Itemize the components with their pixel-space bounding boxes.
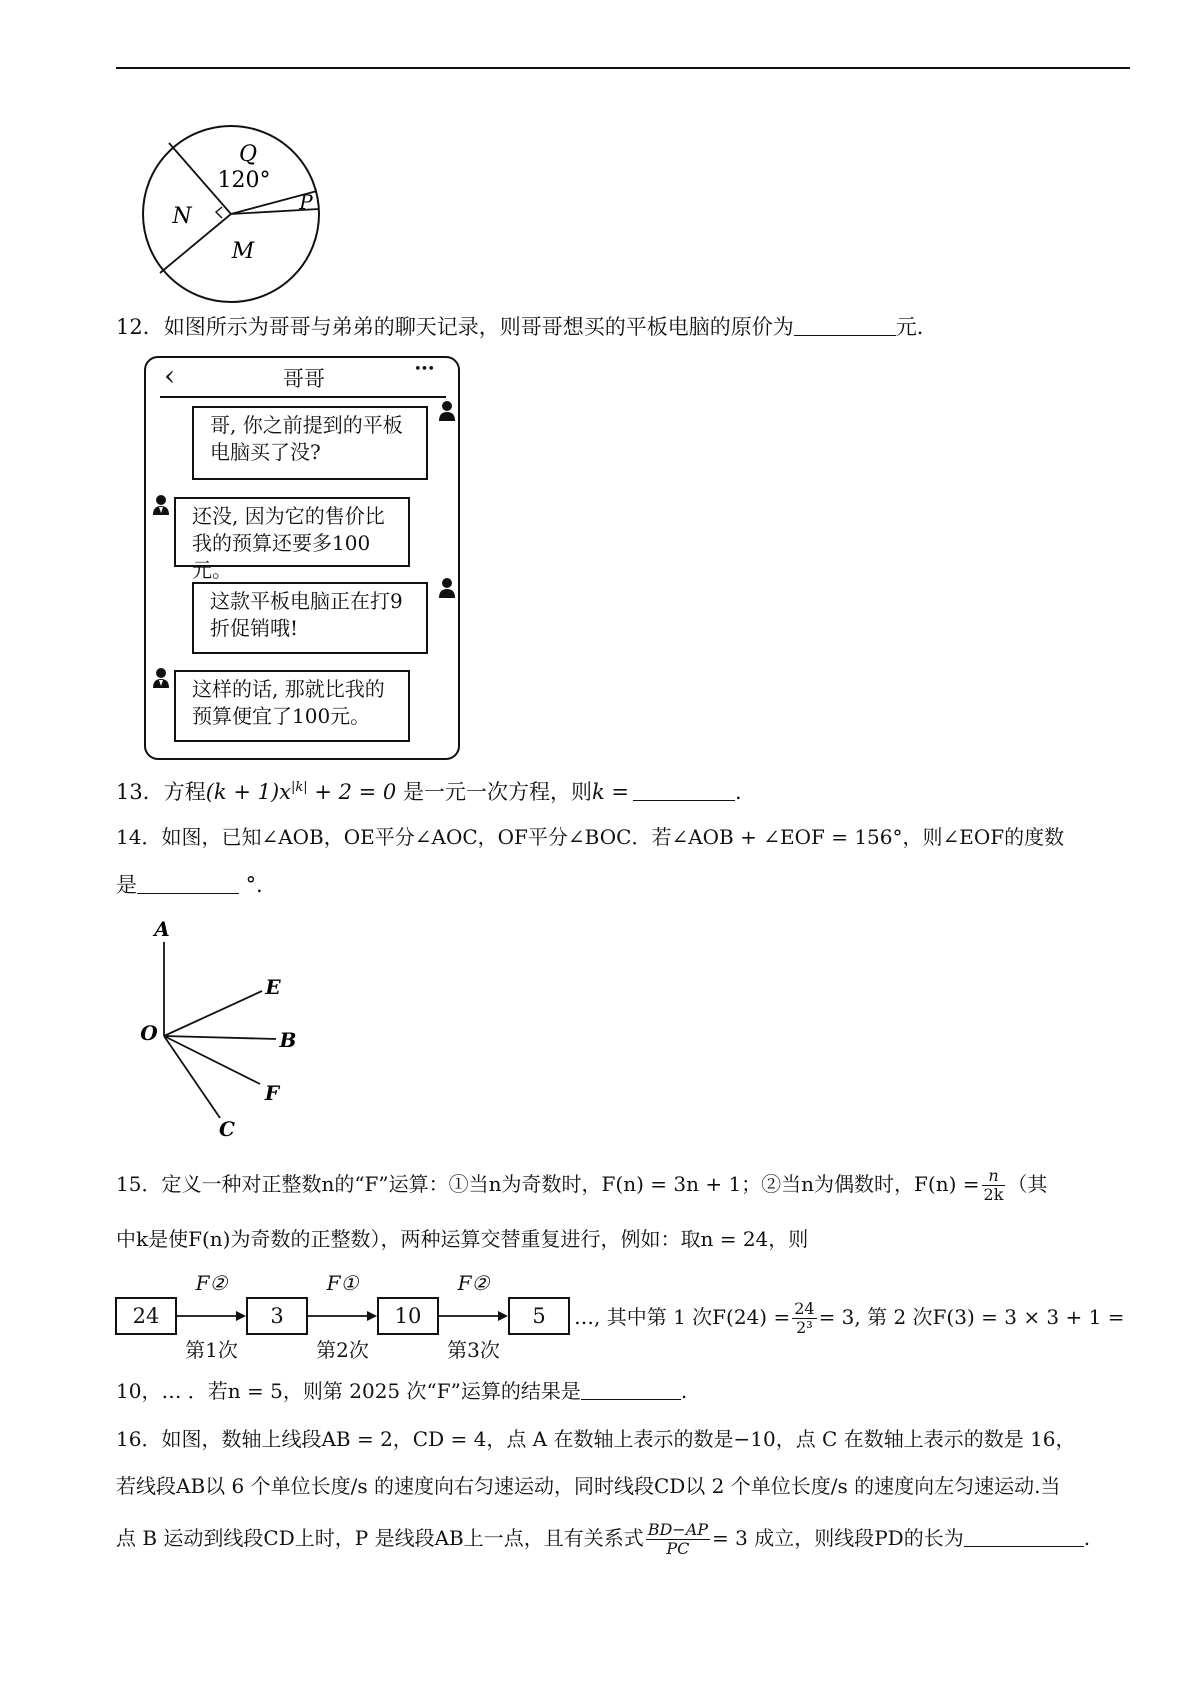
flow-arrowhead — [236, 1311, 246, 1321]
chat-header-divider — [160, 396, 446, 398]
chat-bubble-right: 这款平板电脑正在打9折促销哦! — [192, 582, 428, 654]
q15-fraction — [982, 1168, 1006, 1203]
q15-line1: 定义一种对正整数n的“F”运算：①当n为奇数时，F(n) = 3n + 1；②当n为偶数时，F(n) = — [161, 1172, 980, 1196]
back-icon[interactable]: ‹ — [164, 359, 176, 392]
question-15-line3 — [574, 1301, 1124, 1336]
question-15-line4 — [116, 1376, 687, 1406]
q15-line1-end: （其 — [1007, 1172, 1048, 1196]
q16-line2: 若线段AB以 6 个单位长度/s 的速度向右匀速运动，同时线段CD以 2 个单位长度/s 的速度向左匀速运动.当 — [116, 1474, 1061, 1498]
question-14-line2 — [116, 870, 277, 900]
q15-line2: 中k是使F(n)为奇数的正整数），两种运算交替重复进行，例如：取n = 24，则 — [116, 1227, 809, 1251]
q16-frac-num: BD−AP — [647, 1520, 709, 1539]
ray-oe — [164, 991, 262, 1036]
question-15 — [116, 1168, 1047, 1203]
ray-of — [164, 1036, 260, 1084]
q15-fraction-2 — [792, 1301, 816, 1336]
chat-phone — [144, 356, 460, 760]
avatar-icon — [438, 577, 456, 599]
flow-op-label: F① — [326, 1271, 359, 1295]
ray-oc — [164, 1036, 220, 1118]
question-16 — [116, 1424, 1076, 1454]
q12-text: 如图所示为哥哥与弟弟的聊天记录，则哥哥想买的平板电脑的原价为 — [163, 315, 794, 339]
answer-blank-15[interactable] — [581, 1379, 681, 1400]
header-rule — [116, 67, 1130, 69]
flow-box: 3 — [246, 1297, 308, 1335]
q12-text-end: 元． — [895, 315, 938, 339]
more-icon[interactable]: ••• — [414, 362, 435, 377]
label-f: F — [264, 1081, 280, 1105]
label-a: A — [154, 918, 170, 941]
q15-line3-end: = 3, 第 2 次F(3) = 3 × 3 + 1 = — [818, 1305, 1125, 1329]
flow-box: 5 — [508, 1297, 570, 1335]
q16-line1: 如图，数轴上线段AB = 2，CD = 4，点 A 在数轴上表示的数是−10，点 C 在数轴上表示的数是 16， — [161, 1427, 1076, 1451]
answer-blank-16[interactable] — [964, 1526, 1084, 1547]
flow-arrowhead — [498, 1311, 508, 1321]
chat-header — [146, 358, 458, 398]
q16-number: 16． — [116, 1427, 162, 1451]
avatar-icon — [152, 667, 170, 689]
flow-step-label: 第3次 — [447, 1338, 500, 1362]
q15-line3: …, 其中第 1 次F(24) = — [574, 1305, 791, 1329]
chat-bubble-left: 这样的话, 那就比我的预算便宜了100元。 — [174, 670, 410, 742]
chat-bubble-left: 还没, 因为它的售价比我的预算还要多100元。 — [174, 497, 410, 567]
flow-box: 24 — [115, 1297, 177, 1335]
answer-blank-13[interactable] — [633, 780, 735, 801]
q12-number: 12． — [116, 315, 164, 339]
chat-title: 哥哥 — [283, 367, 325, 391]
flow-step-label: 第2次 — [316, 1338, 369, 1362]
label-b: B — [279, 1028, 297, 1052]
avatar-icon — [152, 494, 170, 516]
q13-exponent: |k| — [291, 780, 308, 795]
q15-frac2-num: 24 — [794, 1299, 815, 1318]
q15-frac-den: 2k — [983, 1185, 1004, 1204]
question-16-line3 — [116, 1522, 1090, 1557]
question-15-line2 — [116, 1224, 808, 1254]
q15-frac-num: n — [982, 1168, 1006, 1186]
answer-blank-12[interactable] — [794, 315, 896, 336]
flow-arrowhead — [367, 1311, 377, 1321]
q15-line4-end: . — [680, 1379, 688, 1403]
q14-line2-end: °． — [239, 873, 278, 897]
q14-line2-start: 是 — [116, 873, 137, 897]
chat-bubble-right: 哥, 你之前提到的平板电脑买了没? — [192, 406, 428, 480]
q16-fraction — [646, 1522, 710, 1557]
label-n: N — [172, 204, 192, 229]
circle-figure — [140, 123, 325, 308]
q13-expr: (k + 1)x — [205, 780, 291, 804]
question-13 — [116, 773, 742, 807]
question-12 — [116, 312, 938, 342]
flow-box: 10 — [377, 1297, 439, 1335]
q16-line3: 点 B 运动到线段CD上时，P 是线段AB上一点，且有关系式 — [116, 1526, 644, 1550]
radius-lower-left — [160, 214, 231, 273]
ray-ob — [164, 1036, 276, 1039]
question-14 — [116, 822, 1064, 852]
label-o: O — [140, 1021, 158, 1045]
q15-frac2-den: 2³ — [796, 1318, 813, 1337]
q16-frac-den: PC — [666, 1539, 690, 1558]
angle-figure — [138, 918, 308, 1140]
avatar-icon — [438, 400, 456, 422]
q15-line4: 10，… ．若n = 5，则第 2025 次“F”运算的结果是 — [116, 1379, 581, 1403]
angle-arc — [216, 207, 222, 218]
q16-line3-end: = 3 成立，则线段PD的长为 — [712, 1526, 964, 1550]
flow-op-label: F② — [195, 1271, 228, 1295]
q13-text2: 是一元一次方程，则 — [396, 780, 592, 804]
flow-arrows — [177, 1300, 508, 1332]
flow-step-label: 第1次 — [185, 1338, 238, 1362]
label-q: Q — [238, 142, 258, 167]
q14-number: 14． — [116, 825, 162, 849]
q13-number: 13． — [116, 780, 164, 804]
flow-op-label: F② — [457, 1271, 490, 1295]
q13-expr3: k = — [591, 780, 629, 804]
q13-end: . — [734, 780, 742, 804]
label-c: C — [219, 1117, 235, 1140]
label-angle: 120° — [217, 168, 271, 193]
q13-expr2: + 2 = 0 — [307, 780, 397, 804]
q15-number: 15． — [116, 1172, 162, 1196]
answer-blank-14[interactable] — [137, 873, 239, 894]
q13-text: 方程 — [163, 780, 206, 804]
label-e: E — [265, 975, 281, 999]
q16-end: . — [1083, 1526, 1091, 1550]
label-m: M — [231, 239, 255, 264]
q14-line1: 如图，已知∠AOB，OE平分∠AOC，OF平分∠BOC．若∠AOB + ∠EOF = 156°，则∠EOF的度数 — [161, 825, 1065, 849]
label-p: P — [299, 190, 313, 214]
question-16-line2 — [116, 1471, 1060, 1501]
